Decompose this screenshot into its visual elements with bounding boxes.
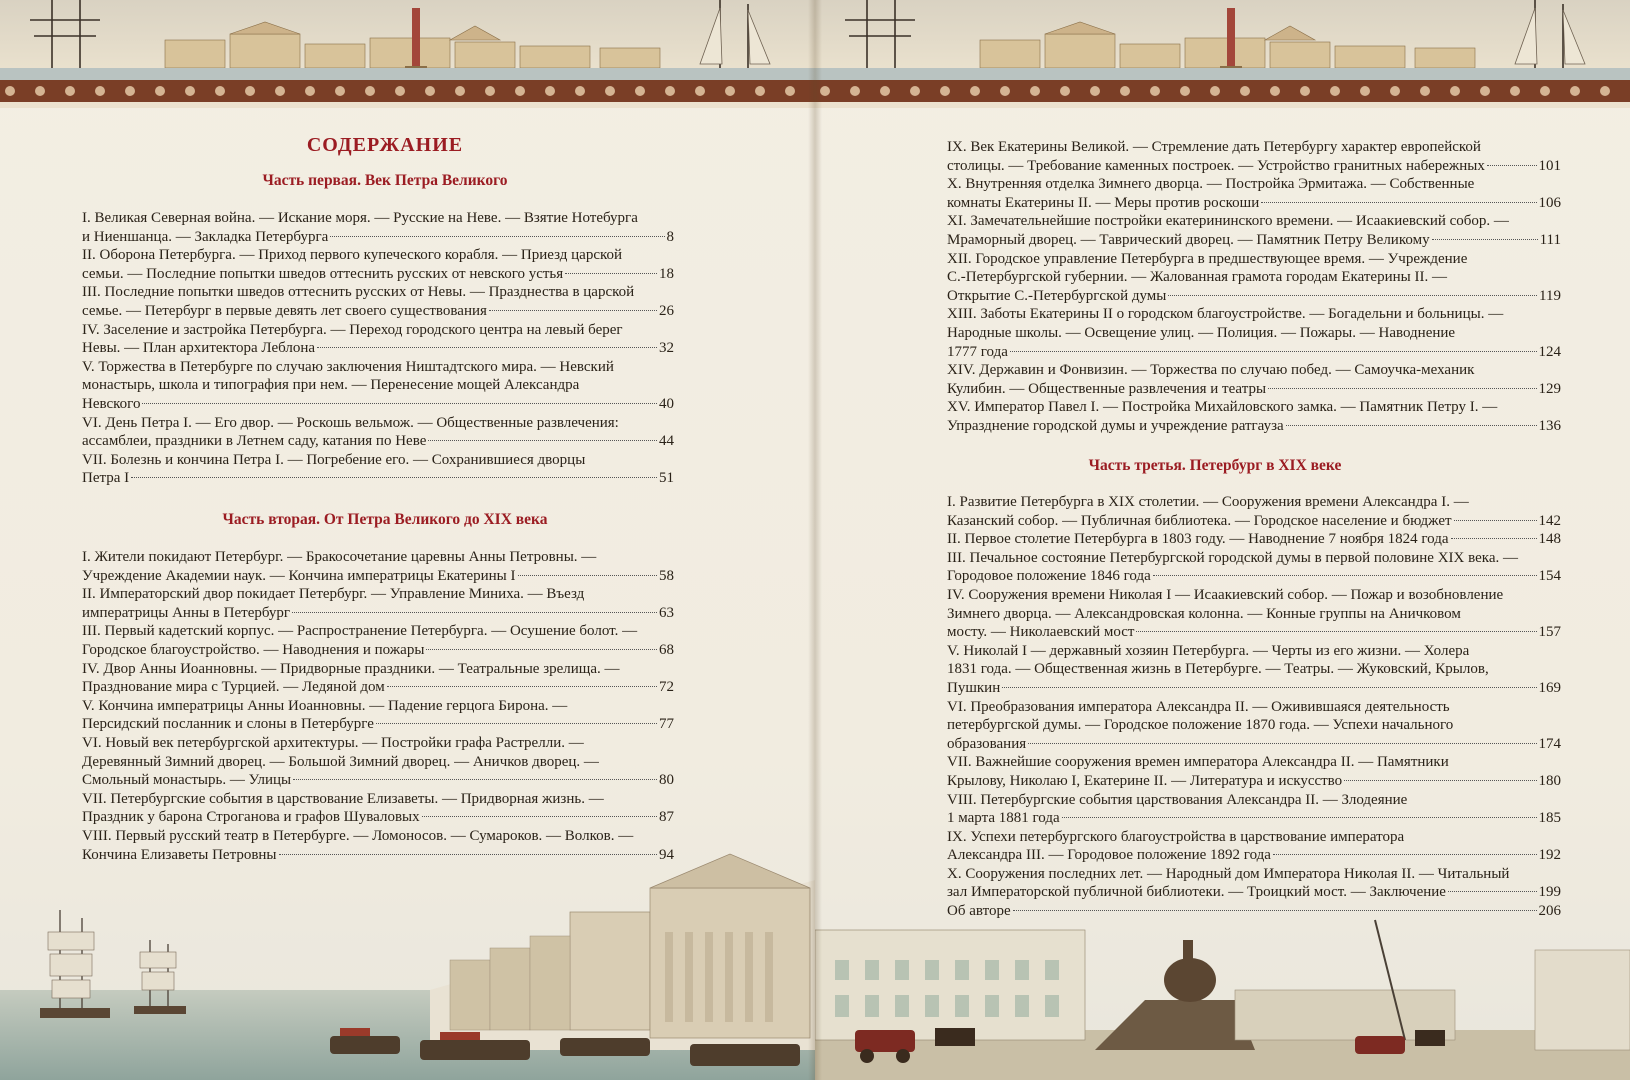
toc-entry-line: X. Сооружения последних лет. — Народный дом Императора Николая II. — Читальный <box>947 865 1510 882</box>
toc-entry-text: Пушкин <box>947 679 1001 696</box>
toc-entry <box>947 791 1561 828</box>
dot-leader <box>1062 817 1537 818</box>
toc-entry-line: I. Великая Северная война. — Искание моря. — Русские на Неве. — Взятие Нотебурга <box>82 210 638 226</box>
toc-entry <box>82 790 674 827</box>
toc-entry-text: Кулибин. — Общественные развлечения и театры <box>947 380 1267 397</box>
toc-entry-text: Казанский собор. — Публичная библиотека. — Городское население и бюджет <box>947 512 1452 529</box>
toc-entry-line: 1831 года. — Общественная жизнь в Петербурге. — Театры. — Жуковский, Крылов, <box>947 661 1489 678</box>
page-number: 63 <box>659 604 674 621</box>
page-number: 32 <box>659 340 674 357</box>
dot-leader <box>1448 891 1537 892</box>
toc-entry-final-line <box>947 380 1561 399</box>
toc-entry <box>947 361 1561 398</box>
toc-entry <box>947 549 1561 586</box>
page-number: 124 <box>1538 343 1561 360</box>
toc-entry-line: VI. Преобразования императора Александра II. — Оживившаяся деятельность <box>947 698 1450 715</box>
toc-entry-final-line <box>82 715 674 734</box>
square-illustration <box>815 910 1630 1080</box>
toc-entry <box>82 451 674 488</box>
toc-entry-line: XIV. Державин и Фонвизин. — Торжества по случаю побед. — Самоучка-механик <box>947 362 1475 379</box>
page-number: 51 <box>659 470 674 487</box>
dot-leader <box>1028 743 1536 744</box>
toc-entry-text: Празднование мира с Турцией. — Ледяной дом <box>82 679 385 696</box>
embankment-illustration <box>0 840 815 1080</box>
toc-entry-line: V. Торжества в Петербурге по случаю заключения Ништадтского мира. — Невский <box>82 358 614 375</box>
book-gutter <box>808 0 822 1080</box>
dot-leader <box>317 347 657 348</box>
toc-entry-line: III. Печальное состояние Петербургской городской думы в первой половине XIX века. — <box>947 549 1518 566</box>
page-number: 94 <box>659 846 674 863</box>
dot-leader <box>1487 165 1537 166</box>
page-number: 111 <box>1539 231 1561 248</box>
toc-entry <box>82 414 674 451</box>
page-number: 169 <box>1538 679 1561 696</box>
toc-entry <box>947 493 1561 530</box>
toc-entry-final-line <box>947 287 1561 306</box>
toc-entry <box>82 209 674 246</box>
toc-entry-line: IV. Заселение и застройка Петербурга. — Переход городского центра на левый берег <box>82 321 623 338</box>
toc-entry-line: XIII. Заботы Екатерины II о городском благоустройстве. — Богадельни и больницы. — <box>947 306 1504 323</box>
toc-entry-final-line <box>82 469 674 488</box>
toc-entry-line: монастырь, школа и типография при нем. — Перенесение мощей Александра <box>82 377 580 394</box>
toc-entry-text: образования <box>947 735 1027 752</box>
toc-entry-line: VII. Петербургские события в царствование Елизаветы. — Придворная жизнь. — <box>82 790 604 807</box>
toc-entry-final-line <box>947 809 1561 828</box>
page-number: 8 <box>666 228 674 245</box>
toc-entry-line: XV. Император Павел I. — Постройка Михайловского замка. — Памятник Петру I. — <box>947 399 1498 416</box>
toc-entry <box>947 175 1561 212</box>
page-number: 101 <box>1538 157 1561 174</box>
dot-leader <box>376 723 657 724</box>
part-one-heading: Часть первая. Век Петра Великого <box>262 172 508 189</box>
toc-entry-final-line <box>82 567 674 586</box>
toc-entry-text: Городовое положение 1846 года <box>947 568 1151 585</box>
toc-entry-final-line <box>82 432 674 451</box>
page-number: 68 <box>659 641 674 658</box>
toc-entry-line: IX. Успехи петербургского благоустройства в царствование императора <box>947 828 1405 845</box>
header-engraving <box>0 0 815 108</box>
toc-entry <box>947 138 1561 175</box>
toc-entry-text: Городское благоустройство. — Наводнения и пожары <box>82 641 425 658</box>
right-page <box>815 0 1630 1080</box>
toc-entry-line: Деревянный Зимний дворец. — Большой Зимний дворец. — Аничков дворец. — <box>82 753 599 770</box>
page-number: 72 <box>659 679 674 696</box>
toc-entry-line: VI. День Петра I. — Его двор. — Роскошь вельмож. — Общественные развлечения: <box>82 414 619 431</box>
dot-leader <box>292 612 657 613</box>
toc-entry-text: семье. — Петербург в первые девять лет своего существования <box>82 302 487 319</box>
toc-entry-line: IV. Двор Анны Иоанновны. — Придворные праздники. — Театральные зрелища. — <box>82 660 620 677</box>
toc-entry <box>947 305 1561 361</box>
toc-entry-final-line <box>947 157 1561 176</box>
page-number: 18 <box>659 265 674 282</box>
dot-leader <box>131 477 657 478</box>
toc-entry-line: VI. Новый век петербургской архитектуры. — Постройки графа Растрелли. — <box>82 734 584 751</box>
dot-leader <box>565 273 657 274</box>
toc-entry-line: V. Кончина императрицы Анны Иоанновны. — Падение герцога Бирона. — <box>82 697 568 714</box>
toc-entry <box>82 697 674 734</box>
dot-leader <box>1432 239 1538 240</box>
toc-entry-text: императрицы Анны в Петербург <box>82 604 291 621</box>
page-number: 26 <box>659 302 674 319</box>
dot-leader <box>1268 388 1536 389</box>
toc-entry-final-line <box>947 846 1561 865</box>
dot-leader <box>426 649 657 650</box>
page-number: 148 <box>1538 531 1561 548</box>
page-number: 80 <box>659 772 674 789</box>
toc-entry <box>82 734 674 790</box>
page-number: 192 <box>1538 847 1561 864</box>
toc-entry <box>947 865 1561 902</box>
toc-entry <box>82 358 674 414</box>
dot-leader <box>1273 854 1537 855</box>
part-one-toc <box>82 209 674 488</box>
toc-entry-final-line <box>947 417 1561 436</box>
toc-entry-line: XII. Городское управление Петербурга в предшествующее время. — Учреждение <box>947 250 1468 267</box>
dot-leader <box>489 310 657 311</box>
toc-entry-line: I. Жители покидают Петербург. — Бракосочетание царевны Анны Петровны. — <box>82 549 597 565</box>
toc-entry-final-line <box>947 883 1561 902</box>
toc-entry <box>947 642 1561 698</box>
toc-entry-line: VIII. Петербургские события царствования Александра II. — Злодеяние <box>947 791 1408 808</box>
toc-entry-text: Учреждение Академии наук. — Кончина императрицы Екатерины I <box>82 567 516 584</box>
page-number: 174 <box>1538 735 1561 752</box>
toc-entry <box>947 250 1561 306</box>
toc-entry-line: V. Николай I — державный хозяин Петербурга. — Черты из его жизни. — Холера <box>947 642 1470 659</box>
dot-leader <box>1168 295 1537 296</box>
toc-entry-text: Смольный монастырь. — Улицы <box>82 772 292 789</box>
city-panorama-illustration <box>0 0 815 108</box>
contents-heading: СОДЕРЖАНИЕ <box>306 134 464 156</box>
page-number: 44 <box>659 433 674 450</box>
toc-entry-final-line <box>947 679 1561 698</box>
toc-entry-text: Кончина Елизаветы Петровны <box>82 846 277 863</box>
dot-leader <box>422 816 657 817</box>
toc-entry-final-line <box>82 228 674 247</box>
toc-entry-final-line <box>82 265 674 284</box>
dot-leader <box>293 779 657 780</box>
toc-entry-final-line <box>82 808 674 827</box>
toc-entry-line: II. Императорский двор покидает Петербург. — Управление Миниха. — Въезд <box>82 586 585 603</box>
page-number: 40 <box>659 395 674 412</box>
page-number: 136 <box>1538 417 1561 434</box>
toc-entry-final-line <box>82 302 674 321</box>
page-number: 180 <box>1538 772 1561 789</box>
toc-entry-final-line <box>947 772 1561 791</box>
dot-leader <box>1261 202 1536 203</box>
toc-entry-final-line <box>82 641 674 660</box>
dot-leader <box>1010 351 1537 352</box>
page-number: 206 <box>1538 903 1561 920</box>
toc-entry-line: I. Развитие Петербурга в XIX столетии. — Сооружения времени Александра I. — <box>947 494 1469 510</box>
toc-entry <box>82 283 674 320</box>
toc-entry-final-line <box>947 623 1561 642</box>
toc-entry-text: 1777 года <box>947 343 1008 360</box>
dot-leader <box>142 403 657 404</box>
toc-entry <box>82 548 674 585</box>
toc-entry <box>947 530 1561 549</box>
toc-entry <box>947 698 1561 754</box>
dot-leader <box>428 440 657 441</box>
toc-entry-line: VII. Болезнь и кончина Петра I. — Погребение его. — Сохранившиеся дворцы <box>82 451 586 468</box>
dot-leader <box>518 575 657 576</box>
header-engraving <box>815 0 1630 108</box>
toc-entry-line: III. Последние попытки шведов оттеснить русских от Невы. — Празднества в царской <box>82 284 635 301</box>
toc-entry <box>82 246 674 283</box>
toc-entry-text: Об авторе <box>947 903 1011 920</box>
city-panorama-illustration <box>815 0 1630 108</box>
toc-entry-final-line <box>82 604 674 623</box>
page-number: 87 <box>659 809 674 826</box>
page-number: 106 <box>1538 194 1561 211</box>
page-number: 129 <box>1538 380 1561 397</box>
toc-entry-final-line <box>947 231 1561 250</box>
toc-entry <box>82 321 674 358</box>
toc-entry-text: Персидский посланник и слоны в Петербурге <box>82 716 374 733</box>
toc-entry-text: 1 марта 1881 года <box>947 810 1060 827</box>
toc-entry-line: VIII. Первый русский театр в Петербурге. — Ломоносов. — Сумароков. — Волков. — <box>82 827 634 844</box>
toc-entry <box>82 622 674 659</box>
dot-leader <box>330 236 664 237</box>
dot-leader <box>1344 780 1536 781</box>
toc-entry-line: VII. Важнейшие сооружения времен императора Александра II. — Памятники <box>947 754 1449 771</box>
part-two-heading: Часть вторая. От Петра Великого до XIX века <box>222 511 548 528</box>
dot-leader <box>1451 538 1537 539</box>
toc-entry-line: С.-Петербургской губернии. — Жалованная грамота городам Екатерины II. — <box>947 269 1447 286</box>
toc-entry <box>947 212 1561 249</box>
page-number: 199 <box>1538 884 1561 901</box>
toc-entry <box>82 660 674 697</box>
toc-entry-final-line <box>947 194 1561 213</box>
page-number: 58 <box>659 567 674 584</box>
page-number: 154 <box>1538 568 1561 585</box>
dot-leader <box>1153 575 1537 576</box>
toc-entry-text: столицы. — Требование каменных построек. — Устройство гранитных набережных <box>947 157 1485 174</box>
toc-entry-line: Зимнего дворца. — Александровская колонна. — Конные группы на Аничковом <box>947 605 1461 622</box>
toc-entry-text: Праздник у барона Строганова и графов Шуваловых <box>82 809 420 826</box>
toc-entry-line: III. Первый кадетский корпус. — Распространение Петербурга. — Осушение болот. — <box>82 623 638 640</box>
toc-entry-text: мосту. — Николаевский мост <box>947 624 1135 641</box>
page-number: 142 <box>1538 512 1561 529</box>
page-number: 119 <box>1539 287 1561 304</box>
toc-entry-text: комнаты Екатерины II. — Меры против роскоши <box>947 194 1260 211</box>
toc-entry-text: II. Первое столетие Петербурга в 1803 году. — Наводнение 7 ноября 1824 года <box>947 531 1449 548</box>
toc-entry-final-line <box>947 343 1561 362</box>
toc-entry-final-line <box>82 395 674 414</box>
page-number: 185 <box>1538 810 1561 827</box>
toc-entry-text: зал Императорской публичной библиотеки. — Троицкий мост. — Заключение <box>947 884 1446 901</box>
toc-entry-line: XI. Замечательнейшие постройки екатерининского времени. — Исаакиевский собор. — <box>947 213 1509 230</box>
toc-entry <box>947 586 1561 642</box>
toc-entry-final-line <box>947 530 1561 549</box>
dot-leader <box>1002 687 1536 688</box>
toc-entry-text: Петра I <box>82 470 130 487</box>
part-three-heading: Часть третья. Петербург в XIX веке <box>1088 457 1342 474</box>
page-number: 157 <box>1538 624 1561 641</box>
toc-entry <box>947 398 1561 435</box>
toc-entry-final-line <box>82 678 674 697</box>
toc-entry-line: петербургской думы. — Городское положение 1870 года. — Успехи начального <box>947 717 1454 734</box>
toc-entry <box>947 828 1561 865</box>
toc-entry-final-line <box>947 512 1561 531</box>
toc-entry-line: IV. Сооружения времени Николая I — Исаакиевский собор. — Пожар и возобновление <box>947 586 1504 603</box>
toc-entry-text: Крылову, Николаю I, Екатерине II. — Литература и искусство <box>947 772 1343 789</box>
dot-leader <box>1454 520 1537 521</box>
toc-entry-text: Мраморный дворец. — Таврический дворец. — Памятник Петру Великому <box>947 231 1430 248</box>
toc-entry-line: II. Оборона Петербурга. — Приход первого купеческого корабля. — Приезд царской <box>82 247 623 264</box>
dot-leader <box>387 686 657 687</box>
toc-entry-final-line <box>82 339 674 358</box>
toc-entry-line: IX. Век Екатерины Великой. — Стремление дать Петербургу характер европейской <box>947 139 1481 155</box>
dot-leader <box>1286 425 1537 426</box>
toc-entry-text: семьи. — Последние попытки шведов оттеснить русских от невского устья <box>82 265 564 282</box>
toc-entry-line: Народные школы. — Освещение улиц. — Полиция. — Пожары. — Наводнение <box>947 324 1456 341</box>
toc-entry-text: ассамблеи, праздники в Летнем саду, катания по Неве <box>82 433 427 450</box>
toc-entry-line: X. Внутренняя отделка Зимнего дворца. — Постройка Эрмитажа. — Собственные <box>947 176 1475 193</box>
toc-entry-final-line <box>82 771 674 790</box>
page-number: 77 <box>659 716 674 733</box>
part-three-toc <box>947 493 1561 921</box>
toc-entry-final-line <box>947 735 1561 754</box>
toc-entry-text: Александра III. — Городовое положение 1892 года <box>947 847 1271 864</box>
toc-entry <box>82 585 674 622</box>
dot-leader <box>1136 631 1536 632</box>
toc-entry-text: и Ниеншанца. — Закладка Петербурга <box>82 228 329 245</box>
toc-entry <box>947 753 1561 790</box>
toc-entry-text: Открытие С.-Петербургской думы <box>947 287 1167 304</box>
toc-entry-text: Невского <box>82 395 141 412</box>
toc-entry-text: Невы. — План архитектора Леблона <box>82 340 316 357</box>
part-two-toc-continued <box>947 138 1561 436</box>
toc-entry-text: Упразднение городской думы и учреждение ратгауза <box>947 417 1284 434</box>
part-two-toc <box>82 548 674 864</box>
toc-entry-final-line <box>947 567 1561 586</box>
